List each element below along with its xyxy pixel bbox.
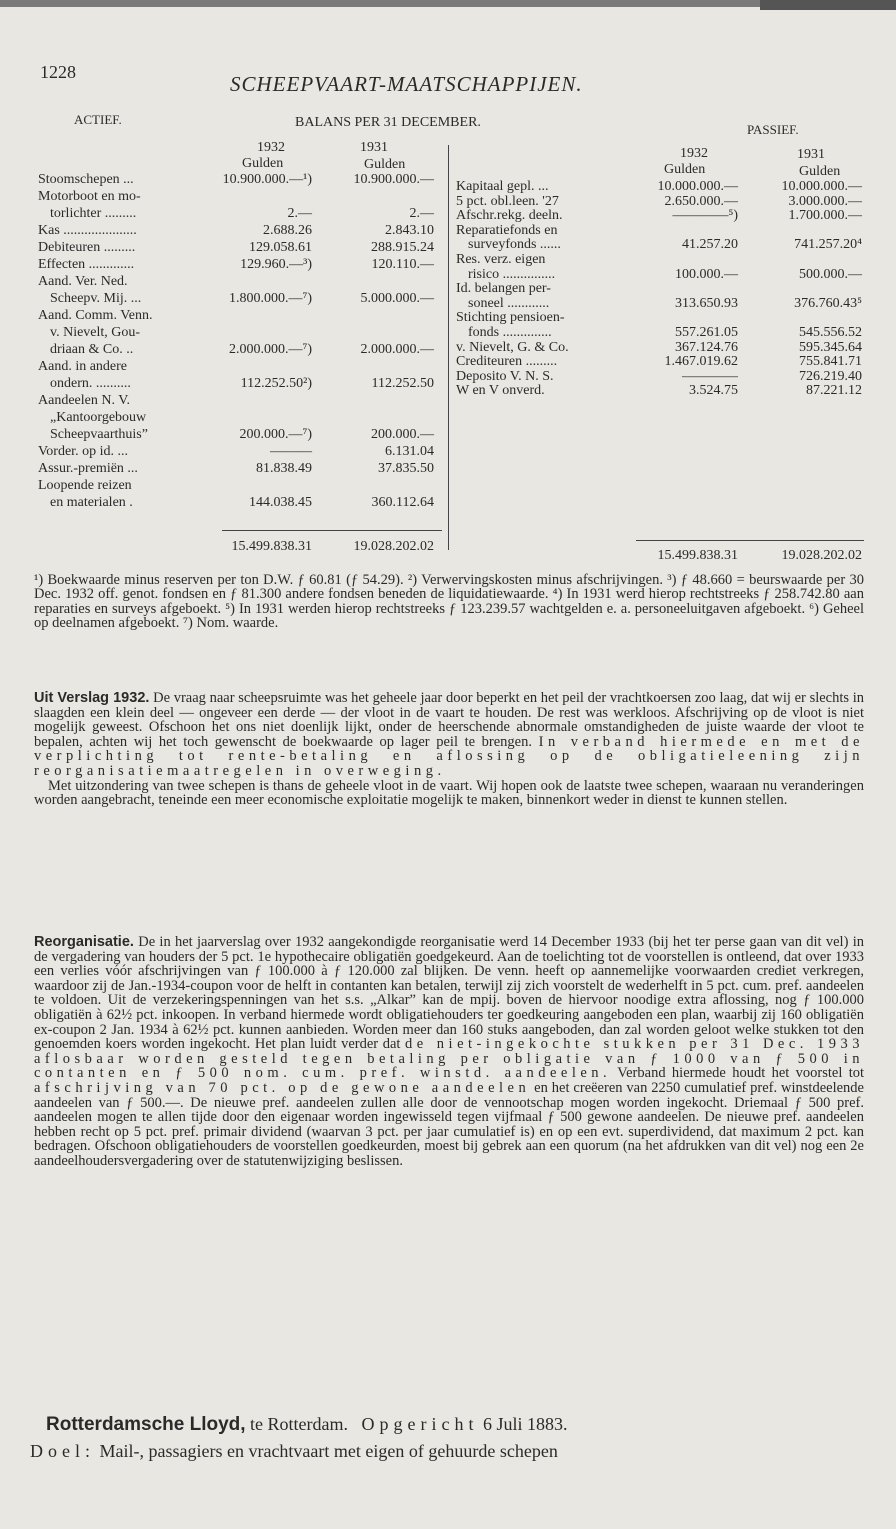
actief-year-1932: 1932 [257,140,285,155]
passief-row-value-1932: 367.124.76 [675,339,738,355]
reorganisatie-section [34,935,864,1169]
passief-row-label: fonds .............. [468,325,552,340]
actief-row-label: Vorder. op id. ... [38,444,128,459]
actief-row-value-1932: 1.800.000.—⁷) [228,291,312,306]
actief-row-value-1932: 129.960.—³) [240,257,312,272]
actief-row-value-1931: 2.— [409,206,434,221]
footnotes: ¹) Boekwaarde minus reserven per ton D.W. ƒ 60.81 (ƒ 54.29). ²) Verwervingskosten minus afschrijvingen. ³) ƒ 48.660 = beurswaarde per 30 Dec. 1932 off. genot. fondsen en ƒ 81.300 andere fondsen beneden de liquidatiewaarde. ⁴) In 1931 werd hierop rechtstreeks ƒ 258.742.80 aan reparaties en surveys afgeboekt. ⁵) In 1931 werden hierop rechtstreeks ƒ 123.239.57 wachtgelden e. a. personeeluitgaven afgeboekt. ⁶) Geheel op deelnamen afgeboekt. ⁷) Nom. waarde. [34,572,864,631]
passief-row-value-1931: 726.219.40 [799,368,862,384]
verslag-text-2: Met uitzondering van twee schepen is thans de geheele vloot in de vaart. Wij hopen ook de laatste twee schepen, waaraan nu veranderingen worden aangebracht, teneinde een meer economische exploitatie mogelijk te maken, binnenkort weder in dienst te kunnen stellen. [34,777,864,809]
actief-total-rule [222,530,442,531]
verslag-spaced-text: In verband hiermede en met de verplichting tot rente-betaling en aflossing op de obligatieleening zijn reorganisatiemaatregelen in overweging. [34,733,864,779]
passief-row-value-1931: 545.556.52 [799,325,862,340]
passief-row-value-1932: ————⁵) [672,208,738,224]
verslag-heading: Uit Verslag 1932. [34,690,150,706]
passief-row-value-1931: 1.700.000.— [788,208,862,224]
actief-row-value-1932: 81.838.49 [256,461,312,476]
actief-row-value-1931: 200.000.— [371,427,434,442]
passief-row-value-1932: 2.650.000.— [664,193,738,209]
passief-row-label: surveyfonds ...... [468,237,561,253]
reorganisatie-heading: Reorganisatie. [34,934,134,950]
passief-row-value-1932: 41.257.20 [682,237,738,253]
passief-row-value-1931: 755.841.71 [799,354,862,370]
next-entry-doel [30,1441,558,1462]
actief-row-label: Effecten ............. [38,257,135,272]
actief-row-value-1931: 2.843.10 [385,223,434,238]
passief-row-value-1932: ———— [682,368,738,384]
actief-row-value-1931: 6.131.04 [385,444,434,459]
next-entry-founded-date: 6 Juli 1883. [478,1414,568,1434]
passief-total-rule [636,540,864,541]
next-entry-doel-label: Doel: [30,1441,95,1461]
next-entry-founded-label: Opgericht [361,1414,479,1434]
actief-row-value-1931: 2.000.000.— [360,342,434,357]
passief-row-label: Crediteuren ......... [456,354,558,370]
passief-row-label: Deposito V. N. S. [456,368,554,384]
actief-row-label: Kas ..................... [38,223,137,238]
actief-row-value-1931: 120.110.— [371,257,434,272]
actief-row-label: Scheepvaarthuis” [50,427,148,442]
passief-row-label: risico ............... [468,266,556,282]
passief-row-value-1931: 87.221.12 [806,383,862,399]
actief-year-1931: 1931 [360,140,388,155]
actief-row-label: en materialen . [50,495,133,510]
actief-row-label: Assur.-premiën ... [38,461,138,476]
balance-divider [448,145,449,550]
actief-row-value-1931: 288.915.24 [371,240,434,255]
actief-row-label: v. Nievelt, Gou- [50,325,141,340]
reorganisatie-spaced-2: afschrijving van 70 pct. op de gewone aandeelen [34,1079,531,1096]
actief-row-label: torlichter ......... [50,206,137,221]
passief-row-label: soneel ............ [468,295,550,311]
passief-row-label: W en V onverd. [456,383,545,399]
passief-year-1931: 1931 [797,147,825,162]
actief-row-label: Aand. in andere [38,359,128,374]
actief-row-label: Aand. Ver. Ned. [38,274,128,289]
passief-row-value-1931: 595.345.64 [799,339,862,355]
passief-row-value-1932: 557.261.05 [675,325,738,340]
actief-row-value-1931: 112.252.50 [371,376,434,391]
actief-row-label: Motorboot en mo- [38,189,141,204]
passief-row-value-1932: 100.000.— [675,266,738,282]
actief-row-value-1932: 2.— [287,206,312,221]
passief-row-label: Stichting pensioen- [456,310,565,326]
passief-row-label: Id. belangen per- [456,281,551,297]
passief-row-value-1932: 10.000.000.— [657,179,738,194]
actief-unit-2: Gulden [364,157,406,172]
actief-row-label: „Kantoorgebouw [50,410,147,425]
reorganisatie-text-2: Verband hiermede houdt het voorstel tot [611,1065,865,1082]
reorganisatie-text-1: De in het jaarverslag over 1932 aangekondigde reorganisatie werd 14 December 1933 (bij het ter perse gaan van dit vel) in de vergadering van houders der 5 pct. 1e hypothecaire obligatiën goedgekeurd. Aan de toelichting tot de voorstellen is ontleend, dat over 1933 een verlies vóór afschrijvingen van ƒ 100.000 à ƒ 120.000 zal blijken. De venn. heeft op aannemelijke voorwaarden crediet verkregen, waardoor zij de Jan.-1934-coupon voor de helft in contanten kan betalen, terwijl zij zich voorstelt de wederhelft in 5 pct. cum. pref. aandeelen te voldoen. Uit de verzekeringspenningen van het s.s. „Alkar” kan de mpij. boven de hiervoor noodige extra aflossing, nog ƒ 100.000 obligatiën à 62½ pct. inkoopen. In verband hiermede wordt obligatiehouders ter goedkeuring aangeboden een plan, waarbij zij 160 obligatiën ex-coupon 2 Jan. 1934 à 62½ pct. kunnen aanbieden. Worden meer dan 160 stuks aangeboden, dan zal worden geloot welke stukken tot den genoemden koers worden ingekocht. Het plan luidt verder dat [34,934,864,1053]
passief-label: PASSIEF. [747,122,799,137]
balans-label: BALANS PER 31 DECEMBER. [295,115,481,130]
passief-row-value-1932: 1.467.019.62 [664,354,738,370]
verslag-text-1: De vraag naar scheepsruimte was het geheele jaar door beperkt en het peil der vrachtkoersen zoo laag, dat wij er slechts in slaagden een klein deel — ongeveer een derde — der vloot in de vaart te houden. De rest was werkloos. Afschrijving op de vloot is niet mogelijk geweest. Ofschoon het ons niet doenlijk lijkt, onder de heerschende abnormale omstandigheden de juiste waarde der vloot te bepalen, achten wij het toch gewenscht de boekwaarde op lager peil te brengen. [34,690,865,750]
page-title: SCHEEPVAART-MAATSCHAPPIJEN. [230,72,583,96]
actief-row-value-1931: 360.112.64 [371,495,434,510]
next-entry-doel-text: Mail-, passagiers en vrachtvaart met eigen of gehuurde schepen [95,1441,558,1461]
passief-row-label: Afschr.rekg. deeln. [456,208,563,224]
passief-row-value-1931: 10.000.000.— [781,179,862,194]
actief-row-label: ondern. .......... [50,376,131,391]
actief-row-value-1932: 10.900.000.—¹) [222,172,312,187]
passief-row-label: v. Nievelt, G. & Co. [456,339,569,355]
actief-row-value-1931: 37.835.50 [378,461,434,476]
actief-row-value-1932: 112.252.50²) [240,376,312,391]
passief-row-value-1931: 500.000.— [799,266,862,282]
page-top-edge-dark [760,0,896,10]
actief-total-1931: 19.028.202.02 [353,539,434,554]
passief-row-value-1932: 313.650.93 [675,295,738,311]
actief-row-value-1932: 129.058.61 [249,240,312,255]
actief-row-label: Scheepv. Mij. ... [50,291,142,306]
actief-row-value-1931: 10.900.000.— [353,172,434,187]
reorganisatie-text-3: en het creëeren van 2250 cumulatief pref. winstdeelende aandeelen van ƒ 500.—. De nieuwe pref. aandeelen zullen alle door de vennootschap mogen worden ingekocht. Driemaal ƒ 500 pref. aandeelen mogen te allen tijde door den eigenaar worden ingewisseld tegen vijfmaal ƒ 500 gewone aandeelen. De nieuwe pref. aandeelen hebben recht op 5 pct. pref. primair dividend (waarvan 3 pct. per jaar cumulatief is) en op een evt. superdividend, dat maximum 2 pct. kan bedragen. Ofschoon obligatiehouders de voorstellen goedkeurden, moest bij gebrek aan een quorum (na het afdrukken van dit vel) nog een 2e aandeelhoudersvergadering over de statutenwijziging beslissen. [34,1079,864,1169]
actief-label: ACTIEF. [74,112,122,127]
actief-row-value-1932: 200.000.—⁷) [239,427,312,442]
passief-row-label: Res. verz. eigen [456,252,546,267]
actief-row-value-1932: 2.688.26 [263,223,312,238]
actief-total-1932: 15.499.838.31 [231,539,312,554]
passief-year-1932: 1932 [680,146,708,161]
actief-row-label: Loopende reizen [38,478,132,493]
actief-row-label: driaan & Co. .. [50,342,134,357]
actief-row-value-1932: 144.038.45 [249,495,312,510]
passief-row-label: Reparatiefonds en [456,222,558,238]
page-number: 1228 [40,62,76,82]
actief-row-label: Aand. Comm. Venn. [38,308,153,323]
passief-row-value-1931: 376.760.43⁵ [794,295,862,311]
actief-row-label: Stoomschepen ... [38,172,134,187]
next-entry-header [46,1414,568,1436]
passief-total-1931: 19.028.202.02 [781,548,862,563]
actief-row-value-1932: ——— [270,444,312,459]
passief-unit-2: Gulden [799,164,841,179]
next-entry-company: Rotterdamsche Lloyd, [46,1414,246,1435]
actief-unit-1: Gulden [242,156,284,171]
reorganisatie-spaced-1: de niet-ingekochte stukken per 31 Dec. 1933 aflosbaar worden gesteld tegen betaling per obligatie van ƒ 1000 van ƒ 500 in contanten en ƒ 500 nom. cum. pref. winstd. aandeelen. [34,1036,864,1082]
actief-row-value-1932: 2.000.000.—⁷) [228,342,312,357]
passief-row-value-1931: 741.257.20⁴ [794,237,862,253]
actief-row-label: Debiteuren ......... [38,240,136,255]
actief-row-value-1931: 5.000.000.— [360,291,434,306]
passief-row-value-1932: 3.524.75 [689,383,738,399]
passief-row-value-1931: 3.000.000.— [788,193,862,209]
passief-row-label: 5 pct. obl.leen. '27 [456,193,559,209]
passief-unit-1: Gulden [664,162,706,177]
verslag-section [34,691,864,808]
next-entry-location: te Rotterdam. [245,1414,349,1434]
passief-total-1932: 15.499.838.31 [657,548,738,563]
passief-row-label: Kapitaal gepl. ... [456,179,549,194]
actief-row-label: Aandeelen N. V. [38,393,131,408]
